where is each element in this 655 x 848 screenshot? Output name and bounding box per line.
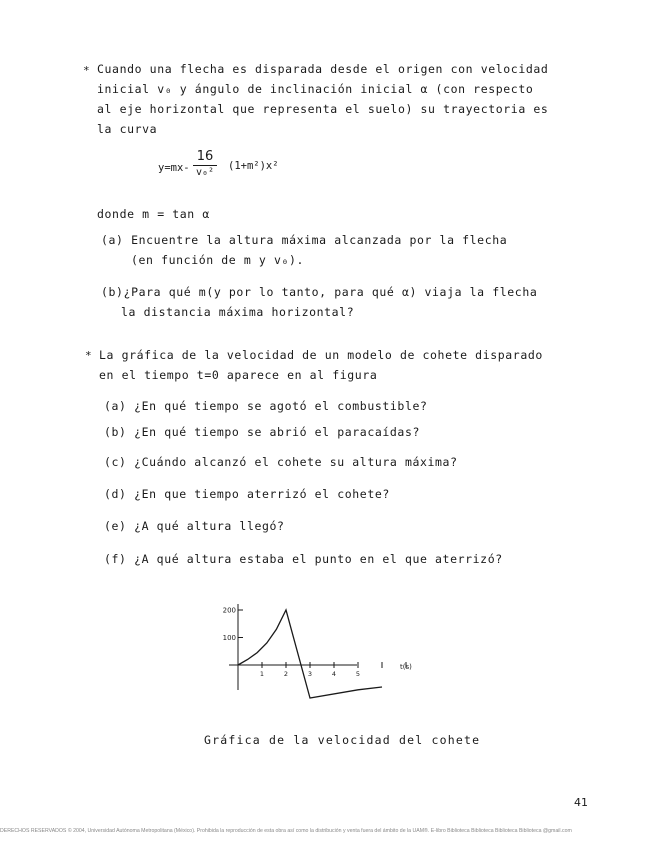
problem-1-line-2: inicial v₀ y ángulo de inclinación inicial α (con respecto — [97, 82, 534, 96]
velocity-series-line — [238, 610, 382, 698]
problem-2-intro-line-1: La gráfica de la velocidad de un modelo de cohete disparado — [99, 348, 543, 362]
question-b: (b) ¿En qué tiempo se abrió el paracaídas? — [104, 425, 420, 439]
y-tick-label-200: 200 — [222, 606, 236, 615]
problem-2-intro-line-2: en el tiempo t=0 aparece en al figura — [99, 368, 378, 382]
problem-1-line-1: Cuando una flecha es disparada desde el origen con velocidad — [97, 62, 549, 76]
question-d: (d) ¿En que tiempo aterrizó el cohete? — [104, 487, 390, 501]
where-clause: donde m = tan α — [97, 207, 210, 221]
x-tick-label-5: 5 — [355, 670, 361, 678]
y-tick-label-100: 100 — [222, 634, 236, 642]
part-b-line-1: (b)¿Para qué m(y por lo tanto, para qué α) viaja la flecha — [101, 285, 538, 299]
part-a-line-1: (a) Encuentre la altura máxima alcanzada por la flecha — [101, 233, 508, 247]
formula-numerator: 16 — [196, 149, 214, 164]
velocity-chart — [215, 598, 412, 708]
chart-caption: Gráfica de la velocidad del cohete — [204, 733, 481, 747]
x-tick-label-2: 2 — [283, 670, 289, 678]
x-tick-label-1: 1 — [259, 670, 265, 678]
question-c: (c) ¿Cuándo alcanzó el cohete su altura máxima? — [104, 455, 458, 469]
x-tick-label-3: 3 — [307, 670, 313, 678]
x-tick-label-4: 4 — [331, 670, 337, 678]
formula-fraction — [193, 149, 217, 178]
x-axis-end-label: t(s) — [400, 663, 412, 671]
problem-1-line-3: al eje horizontal que representa el suelo) su trayectoria es — [97, 102, 549, 116]
fraction-bar — [193, 165, 217, 166]
formula-rhs: (1+m²)x² — [228, 160, 279, 172]
question-a: (a) ¿En qué tiempo se agotó el combustible? — [104, 399, 428, 413]
problem-1-bullet: * — [83, 64, 90, 77]
part-b-line-2: la distancia máxima horizontal? — [121, 305, 355, 319]
question-f: (f) ¿A qué altura estaba el punto en el que aterrizó? — [104, 552, 503, 566]
formula-denominator: v₀² — [195, 167, 215, 178]
formula-lhs: y=mx- — [158, 162, 190, 174]
part-a-line-2: (en función de m y v₀). — [131, 253, 305, 267]
copyright-footer: DERECHOS RESERVADOS © 2004, Universidad Autónoma Metropolitana (México). Prohibida la reproducción de esta obra así como la distribución y venta fuera del ámbito de la UAM®. E-libro Biblioteca Biblioteca Biblioteca Biblioteca @gmail.com — [0, 828, 572, 834]
problem-2-bullet: * — [85, 349, 92, 362]
problem-1-line-4: la curva — [97, 122, 158, 136]
page-number: 41 — [574, 796, 588, 809]
question-e: (e) ¿A qué altura llegó? — [104, 519, 285, 533]
